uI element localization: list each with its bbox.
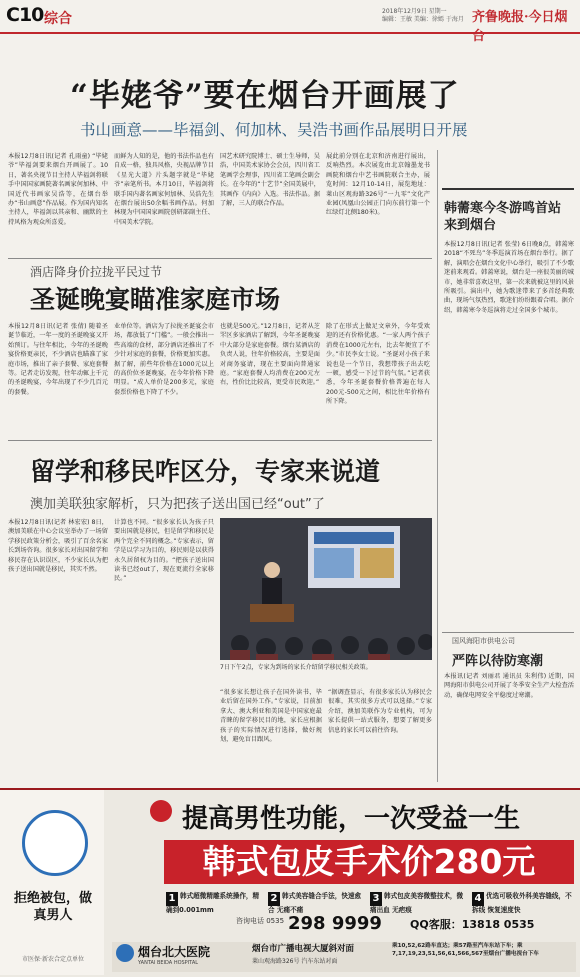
- ad-feature-2: 2 韩式美容缝合手法，快速愈合 无痛不痛: [268, 892, 362, 914]
- sidebar2-body: 本报讯(记者 刘丽君 通讯员 朱利伟) 近期，国网海阳市供电公司开展了冬季安全生产大检查活动，确保电网安全平稳度过寒潮。: [444, 673, 574, 699]
- speaker: [264, 562, 280, 578]
- ad-left-panel: [0, 790, 104, 975]
- article2-kicker: 酒店降身价拉拢平民过节: [30, 265, 163, 279]
- seminar-photo: [220, 518, 432, 660]
- article3-subheadline: 澳加美联独家解析，只为把孩子送出国已经“out”了: [30, 497, 325, 512]
- article2-col2: 业单位等。酒店为了拉拢圣诞宴会市场，都放低了“门槛”。一般会推出一些高端的食材，部分酒店还推出了不少针对家庭的套餐，价格更加实惠。据了解，前些年价格在1000元以上的高价位圣诞晚宴，在今年价格下降明显。“成人单价是200多元，家庭套票价格也下降了不少。: [114, 323, 214, 396]
- ad-headline: 提高男性功能，一次受益一生: [182, 804, 521, 834]
- article1-divider: [8, 258, 432, 259]
- article2-divider: [8, 440, 432, 441]
- ad-feature-1: 1 韩式超微精雕系统操作，精确到0.001mm: [166, 892, 260, 914]
- article3-col5: “据调查显示，有很多家长认为移民会很难，其实很多方式可以选择。”专家介绍，澳加美联作为专业机构，可为家长提供一站式服务，想要了解更多信息的家长可以前往咨询。: [328, 689, 432, 734]
- article2-col4: 除了在形式上做足文章外，今年受欢迎的还有价格优惠。“一家人两个孩子消费在1000元左右，比去年便宜了不少。”市民李女士说。“圣诞对小孩子来说也是一个节日，我想带孩子出去吃一顿，感受一下过节的气氛。”记者获悉，今年圣诞套餐价格普遍在每人200元-500元之间，相比往年价格有所下降。: [326, 323, 430, 406]
- sidebar1-body: 本报12月8日讯(记者 张莹) 6日晚8点，韩薷寒2018“不死鸟”冬季巡演首场在烟台举行。据了解，演唱会在烟台文化中心举行，吸引了不少歌迷前来观看。韩薷寒说，烟台是一座很美丽的城市，她非常喜欢这里，第一次来就被这里的风景所吸引。演出中，她为歌迷带来了多首经典歌曲，现场气氛热烈，歌迷们纷纷跟着合唱。据介绍，韩薷寒今冬巡演将走过全国多个城市。: [444, 241, 574, 314]
- hospital-name: 烟台北大医院: [138, 945, 211, 959]
- article1-subheadline: 书山画意——毕福剑、何加林、吴浩书画作品展明日开展: [80, 121, 468, 139]
- ad-insurance-note: 市医保·新农合定点单位: [22, 956, 84, 963]
- article1-col1: 本报12月8日讯(记者 孔雨童) “毕姥爷”毕福剑要来烟台开画展了。10日，著名央视节目主持人毕福剑将联手中国国家画院著名画家何加林、中国近代书画家吴浩等，在烟台举办“书山画意”作品展。作为国内知名主持人，毕福剑以其亲和、幽默的主持风格为观众所喜爱。: [8, 153, 108, 226]
- ad-price-banner: 韩式包皮手术价280元: [164, 840, 574, 884]
- article3-col1: 本报12月8日讯(记者 林宏宏) 8日，澳加美联在中心会议室举办了一场留学移民政策分析会，吸引了百余名家长到场咨询。很多家长对出国留学和移民存在认识误区，不少家长认为把孩子送出国就是移民，其实不然。: [8, 519, 108, 574]
- column-divider: [437, 150, 438, 782]
- article2-col1: 本报12月8日讯(记者 张倩) 随着圣诞节临近，一年一度的圣诞晚宴又开始预订。与往年相比，今年的圣诞晚宴价格更亲民，不少酒店也瞄准了家庭市场，推出了亲子套餐、家庭套餐等。记者走访发现，往年动辄上千元的圣诞晚宴，今年出现了不少几百元的套餐。: [8, 323, 108, 396]
- ad-slogan: 拒绝被包，做真男人: [13, 891, 92, 923]
- ad-badge-icon: [22, 810, 88, 876]
- ad-feature-3: 3 韩式包皮美容微整技术，微痛出血 无疤痕: [370, 892, 464, 914]
- sidebar2-kicker: 国风海阳市供电公司: [452, 637, 515, 645]
- section-name: 综合: [44, 11, 72, 27]
- date-line: [382, 8, 464, 24]
- editor-line: 编辑：王敏 美编：徐嫣 于海月: [382, 16, 464, 23]
- hospital-address-detail: 莱山观海路326号 汽车东站对面: [252, 958, 338, 965]
- hospital-name-en: YANTAI BEIDA HOSPITAL: [138, 960, 199, 966]
- photo-caption: 7日下午2点，专家为到场的家长介绍留学移民相关政策。: [220, 664, 372, 671]
- phone-label: 咨询电话 0535: [236, 917, 285, 925]
- article2-col3: 也就是500元。”12月8日，记者从芝罘区多家酒店了解到，今年圣诞晚宴中大部分是家庭套餐。烟台某酒店的负责人说，往年价格较高，主要是面对商务宴请，现在主要面向普通家庭。“家庭套餐人均消费在200元左右，性价比比较高，更受市民欢迎。”: [220, 323, 320, 387]
- article2-headline: 圣诞晚宴瞄准家庭市场: [30, 285, 281, 314]
- article1-headline: “毕姥爷”要在烟台开画展了: [70, 78, 460, 114]
- qq-contact: QQ客服：13818 0535: [410, 918, 535, 931]
- hospital-address: 烟台市广播电视大厦斜对面: [252, 944, 355, 954]
- article1-col2: 而鲜为人知的是，他的书法作品也有自成一格，独具风格，央视品牌节目《星光大道》片头题字就是“毕姥爷”亲笔所书。本月10日，毕福剑将联手国内著名画家何加林、吴浩先生在烟台展出50余幅书画作品。何加林现为中国国家画院创研部副主任、中国美术学院。: [114, 153, 214, 226]
- ad-feature-4: 4 优选可吸收外科美容缝线，不拆线 恢复速度快: [472, 892, 572, 914]
- plus-icon: [150, 800, 172, 822]
- seminar-photo-illustration: [220, 518, 432, 660]
- issue-date: 2018年12月9日 星期一: [382, 8, 447, 15]
- ad-features: [166, 892, 576, 914]
- article3-headline: 留学和移民咋区分，专家来说道: [30, 457, 381, 486]
- sidebar2-headline: 严阵以待防寒潮: [452, 654, 544, 669]
- podium: [250, 604, 294, 622]
- article3-col4: “很多家长想让孩子在国外读书，毕业后留在国外工作。”专家说，目前加拿大、澳大利亚和美国是中国家庭最青睐的留学移民目的地，家长应根据孩子的实际情况进行选择，做好规划，避免盲目跟风。: [220, 689, 322, 744]
- hospital-logo-icon: [116, 944, 134, 962]
- phone-number: 298 9999: [288, 913, 382, 934]
- page-number: C10: [6, 4, 44, 26]
- sidebar1-top-rule: [442, 188, 574, 190]
- sidebar1-headline: 韩薷寒今冬游鸣首站来到烟台: [444, 201, 562, 233]
- bus-routes: 乘10,52,62路车直达；乘57路至汽车东站下车；乘7,17,19,23,51,56,61,566,567至烟台广播电视台下车: [392, 943, 539, 957]
- newspaper-brand: 齐鲁晚报·今日烟台: [472, 10, 568, 44]
- article1-col4: 展此前分别在北京和济南进行展出，反响热烈。本次展览由北京翰墨龙书画院和烟台中艺书画院联合主办，展览时间：12月10-14日，展览地址：莱山区观海路326号“一九零”文化产业园(凤凰山公园正门向东前行第一个红绿灯北侧180米)。: [326, 153, 430, 217]
- article1-col3: 国艺术研究院博士、硕士生导师，吴浩，中国美术家协会会员，四川省工笔画学会理事，四川省工笔画会副会长。在今年的“十艺节”全国美展中，其画作《内向》入选。书法作品。据了解，三人的联合作品。: [220, 153, 320, 208]
- article3-col2: 计算也不同。“很多家长认为孩子只要出国就是移民，但是留学和移民是两个完全不同的概念。”专家表示，留学是以学习为目的，移民则是以获得永久居留权为目的。“把孩子送出国读书已经out了，现在更流行全家移民。”: [114, 519, 214, 583]
- sidebar-divider: [442, 632, 574, 633]
